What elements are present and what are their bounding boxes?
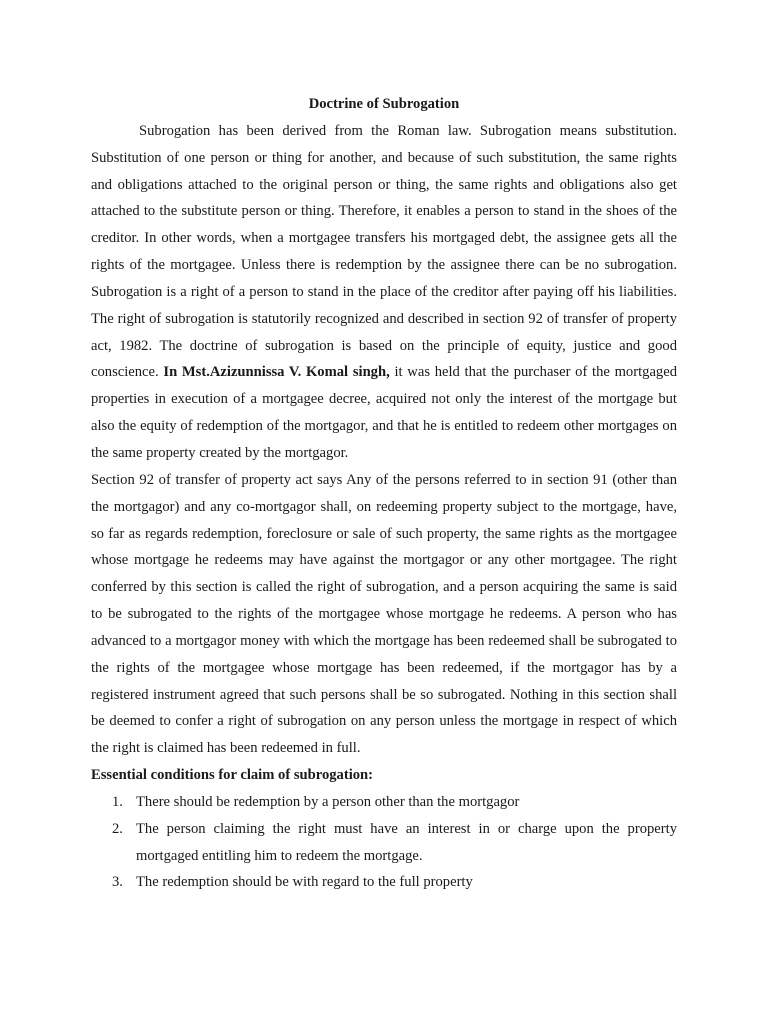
list-item	[91, 869, 677, 896]
conditions-heading: Essential conditions for claim of subrogation:	[91, 767, 374, 784]
paragraph-section-92: Section 92 of transfer of property act says Any of the persons referred to in section 91 (other than the mortgagor) and any co-mortgagor shall, on redeeming property subject to the mortgage, have, so far as regards redemption, foreclosure or sale of such property, the same rights as the mortgagee whose mortgage he redeems may have against the mortgagor or any other mortgagee. The right conferred by this section is called the right of subrogation, and a person acquiring the same is said to be subrogated to the rights of the mortgagee whose mortgage he redeems. A person who has advanced to a mortgagor money with which the mortgage has been redeemed shall be subrogated to the rights of the mortgagee whose mortgage has been redeemed, if the mortgagor has by a registered instrument agreed that such persons shall be so subrogated. Nothing in this section shall be deemed to confer a right of subrogation on any person unless the mortgage in respect of which the right is claimed has been redeemed in full.	[91, 471, 677, 757]
paragraph-intro-holding: it was held that the purchaser of the mortgaged properties in execution of a mortgagee decree, acquired not only the interest of the mortgage but also the equity of redemption of the mortgagor, and that he is entitled to redeem other mortgages on the same property created by the mortgagor.	[91, 364, 677, 461]
list-item	[91, 816, 677, 870]
case-citation: In Mst.Azizunnissa V. Komal singh,	[163, 364, 390, 381]
document-title: Doctrine of Subrogation	[308, 96, 460, 112]
list-item-text: There should be redemption by a person other than the mortgagor	[136, 793, 520, 810]
list-item-number: 2.	[112, 820, 123, 837]
list-item-text: The redemption should be with regard to the full property	[136, 874, 473, 891]
list-item	[91, 789, 677, 816]
paragraph-intro-text: Subrogation has been derived from the Roman law. Subrogation means substitution. Substitution of one person or thing for another, and because of such substitution, the same rights and obligations attached to the original person or thing, the same rights and obligations also get attached to the substitute person or thing. Therefore, it enables a person to stand in the shoes of the creditor. In other words, when a mortgagee transfers his mortgaged debt, the assignee gets all the rights of the mortgagee. Unless there is redemption by the assignee there can be no subrogation. Subrogation is a right of a person to stand in the place of the creditor after paying off his liabilities. The right of subrogation is statutorily recognized and described in section 92 of transfer of property act, 1982. The doctrine of subrogation is based on the principle of equity, justice and good conscience.	[91, 122, 677, 381]
conditions-list	[91, 789, 677, 896]
list-item-text: The person claiming the right must have an interest in or charge upon the property mortgaged entitling him to redeem the mortgage.	[136, 820, 677, 864]
paragraph-intro	[91, 118, 677, 467]
document-body	[91, 91, 677, 896]
list-item-number: 3.	[112, 874, 123, 891]
list-item-number: 1.	[112, 793, 123, 810]
